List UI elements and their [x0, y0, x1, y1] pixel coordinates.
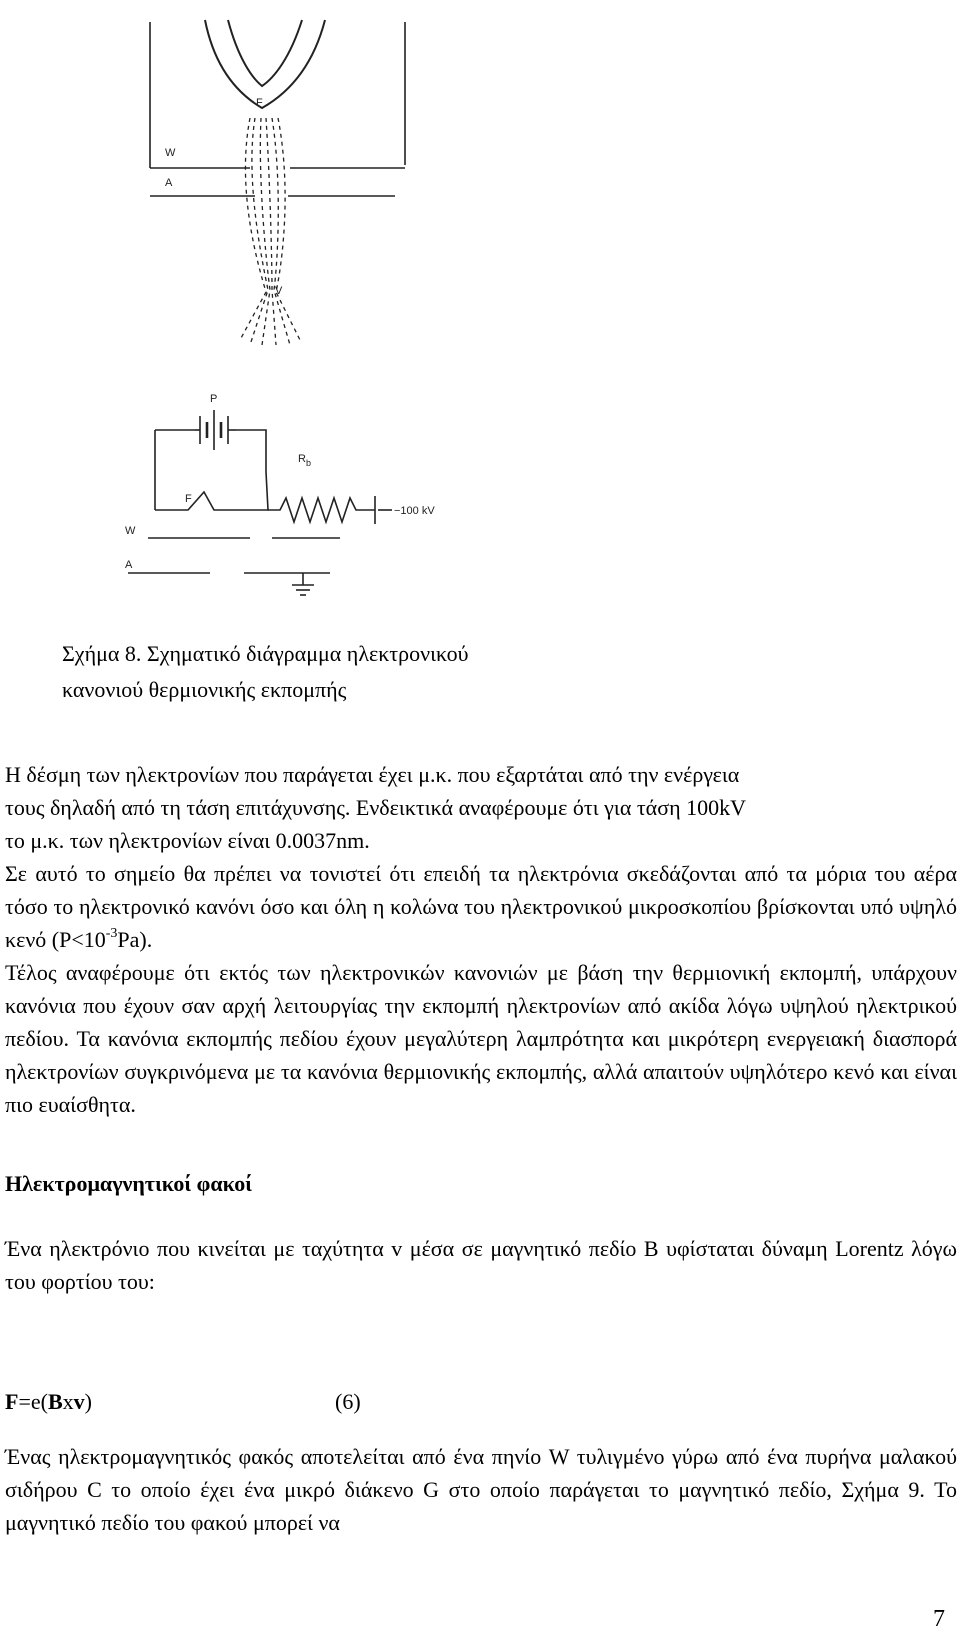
eq-v: v [73, 1389, 85, 1414]
p3-text: Τέλος αναφέρουμε ότι εκτός των ηλεκτρονικών κανονιών με βάση την θερμιονική εκπομπή, υπάρχουν κανόνια που έχουν σαν αρχή λειτουργίας την εκπομπή ηλεκτρονίων από ακίδα λόγω υψηλού ηλεκτρικού πεδίου. Τα κανόνια εκπομπής πεδίου έχουν μεγαλύτερη λαμπρότητα και μικρότερη ενεργειακή διασπορά ηλεκτρονίων συγκρινόμενα με τα κανόνια θερμιονικής εκπομπής, αλλά απαιτούν υψηλότερο κενό και είναι πιο ευαίσθητα. [5, 960, 957, 1117]
label-a-bottom: A [125, 559, 133, 571]
electron-gun-figure [0, 0, 960, 620]
label-rb [298, 453, 311, 468]
p2-main: Σε αυτό το σημείο θα πρέπει να τονιστεί ότι επειδή τα ηλεκτρόνια σκεδάζονται από τα μόρια του αέρα τόσο το ηλεκτρονικό κανόνι όσο και όλη η κολώνα του ηλεκτρονικού μικροσκοπίου βρίσκονται υπό υψηλό κενό (P<10 [5, 861, 957, 952]
section-heading: Ηλεκτρομαγνητικοί φακοί [5, 1171, 253, 1196]
equation-6 [5, 1385, 605, 1418]
p2-tail: Pa). [117, 927, 153, 952]
paragraph-beam-wavelength [5, 758, 957, 857]
p2-exponent: -3 [105, 925, 118, 941]
electron-beam [240, 118, 300, 345]
p1-line-2: τους δηλαδή από τη τάση επιτάχυνσης. Ενδεικτικά αναφέρουμε ότι για τάση 100kV [5, 795, 746, 820]
label-v: V [275, 285, 283, 297]
label-f-bottom: F [185, 493, 192, 505]
paragraph-vacuum [5, 857, 957, 956]
equation-number: (6) [335, 1389, 361, 1414]
eq-x: x [62, 1389, 74, 1414]
electron-gun-diagram [0, 0, 960, 620]
eq-force: F [5, 1389, 19, 1414]
caption-line-1: Σχήμα 8. Σχηματικό διάγραμμα ηλεκτρονικού [62, 641, 469, 666]
label-a-top: A [165, 177, 173, 189]
resistor-rb [268, 498, 375, 522]
wire-to-resistor [232, 472, 268, 510]
p2-text [5, 857, 957, 956]
label-w-top: W [165, 147, 176, 159]
battery-p [195, 410, 236, 450]
paragraph-em-lens [5, 1440, 957, 1539]
label-w-bottom: W [125, 525, 136, 537]
caption-line-2: κανονιού θερμιονικής εκπομπής [62, 677, 347, 702]
filament-inner [228, 20, 302, 86]
filament-outer [205, 20, 325, 108]
label-rb-sub: b [305, 458, 311, 468]
eq-b: B [47, 1389, 63, 1414]
label-p: P [210, 393, 218, 405]
page-number: 7 [933, 1606, 945, 1632]
figure-caption [62, 636, 662, 708]
paragraph-lorentz [5, 1232, 957, 1298]
label-voltage: −100 kV [394, 505, 435, 517]
label-f-top: F [256, 97, 263, 109]
p1-line-1: Η δέσμη των ηλεκτρονίων που παράγεται έχει μ.κ. που εξαρτάται από την ενέργεια [5, 762, 740, 787]
p1-line-3: το μ.κ. των ηλεκτρονίων είναι 0.0037nm. [5, 828, 370, 853]
lorentz-text: Ένα ηλεκτρόνιο που κινείται με ταχύτητα v μέσα σε μαγνητικό πεδίο B υφίσταται δύναμη Lorentz λόγω του φορτίου του: [5, 1236, 957, 1294]
ground-symbol [292, 573, 314, 595]
paragraph-field-emission [5, 956, 957, 1121]
eq-e: =e( [18, 1389, 48, 1414]
p4-text: Ένας ηλεκτρομαγνητικός φακός αποτελείται από ένα πηνίο W τυλιγμένο γύρω από ένα πυρήνα μαλακού σιδήρου C το οποίο έχει ένα μικρό διάκενο G στο οποίο παράγεται το μαγνητικό πεδίο, Σχήμα 9. Το μαγνητικό πεδίο του φακού μπορεί να [5, 1444, 957, 1535]
label-rb-main: R [298, 453, 306, 465]
eq-close: ) [84, 1389, 92, 1414]
wire-top-right [236, 430, 266, 472]
filament-symbol [155, 492, 232, 510]
